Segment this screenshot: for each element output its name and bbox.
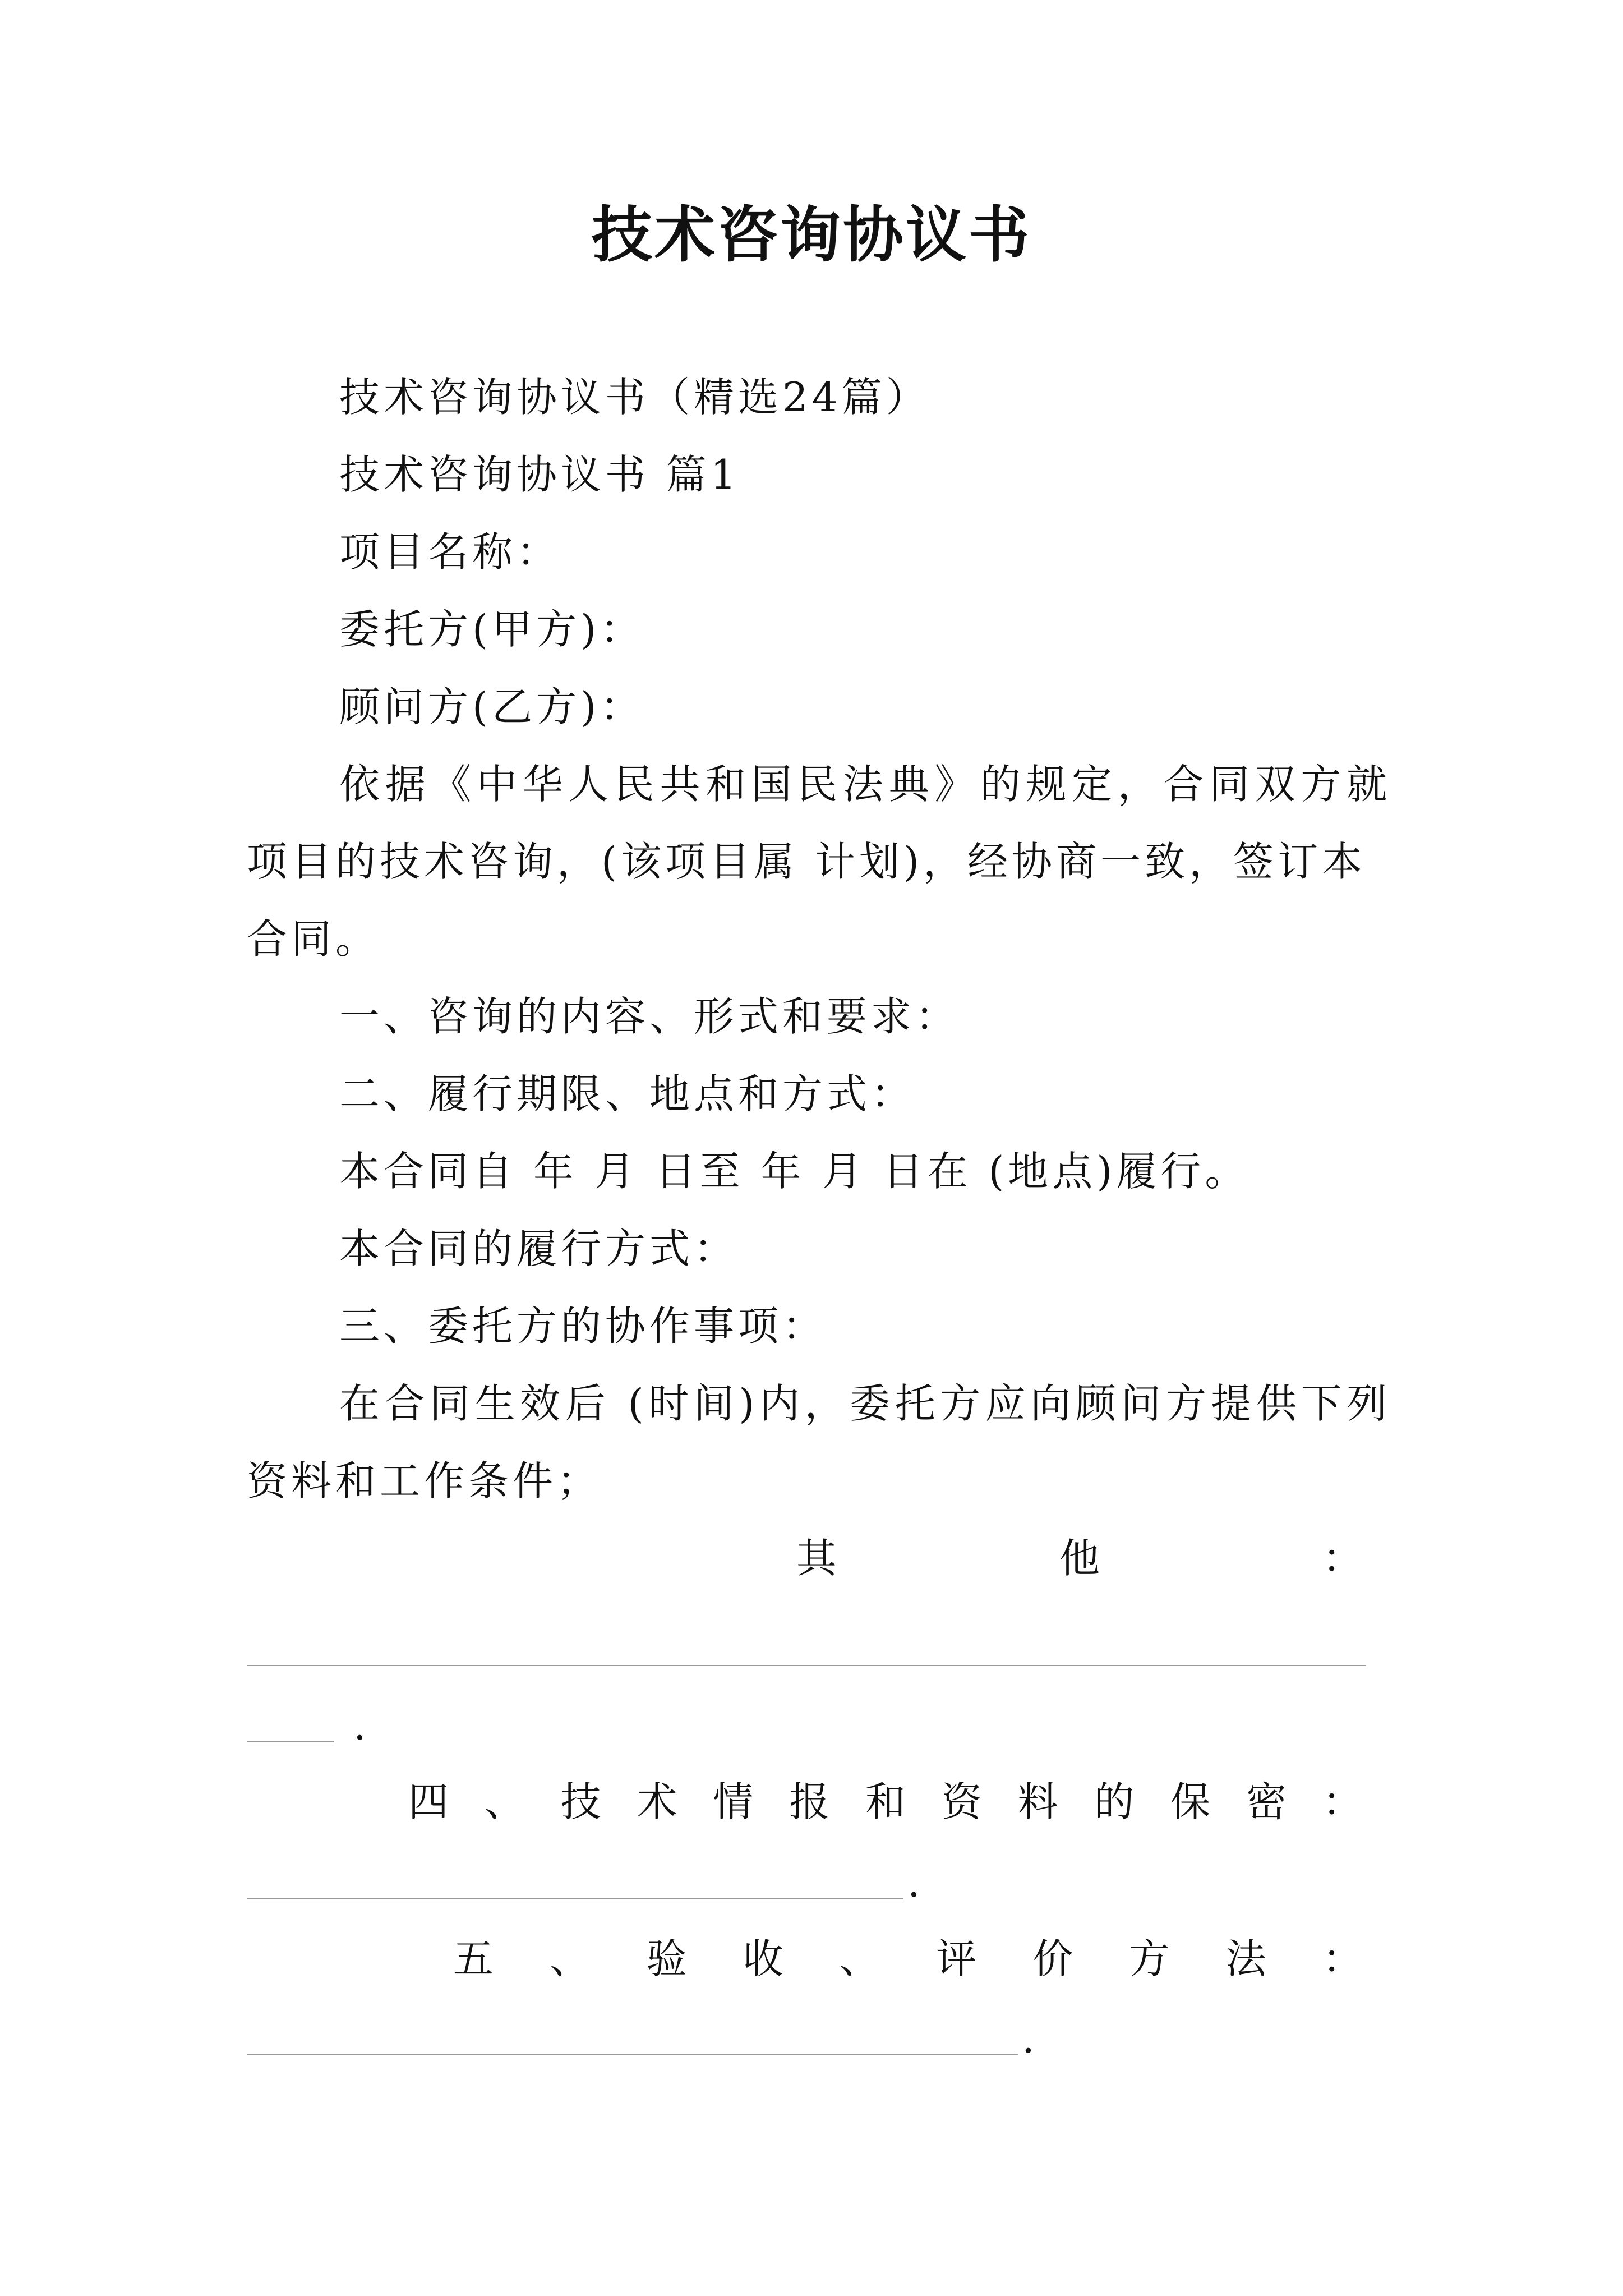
item-3-heading: 三、委托方的协作事项： bbox=[339, 1303, 827, 1350]
item-5-heading bbox=[453, 1935, 1363, 1982]
field-project-name: 项目名称： bbox=[339, 528, 561, 576]
item-5-char: 五 bbox=[453, 1935, 494, 1982]
item-5-char: 验 bbox=[646, 1935, 687, 1982]
end-mark: . bbox=[353, 1702, 366, 1749]
item-5-char: 法 bbox=[1225, 1935, 1266, 1982]
other-heading bbox=[796, 1535, 1363, 1582]
item-5-char: 方 bbox=[1129, 1935, 1170, 1982]
end-mark: . bbox=[907, 1859, 920, 1906]
fill-in-line bbox=[247, 1898, 903, 1899]
other-char: ： bbox=[1322, 1535, 1363, 1582]
field-client: 委托方(甲方)： bbox=[339, 606, 645, 653]
fill-in-line bbox=[247, 2054, 1018, 2055]
item-4-char: 、 bbox=[484, 1778, 525, 1825]
field-consultant: 顾问方(乙方)： bbox=[339, 683, 645, 730]
item-5-char: ： bbox=[1322, 1935, 1363, 1982]
item-4-char: ： bbox=[1322, 1778, 1363, 1825]
document-title: 技术咨询协议书 bbox=[591, 200, 1031, 270]
item-4-heading bbox=[408, 1778, 1363, 1825]
document-subtitle: 技术咨询协议书（精选24篇） bbox=[339, 374, 930, 421]
item-4-char: 术 bbox=[637, 1778, 677, 1825]
item-5-char: 收 bbox=[743, 1935, 783, 1982]
intro-line-1: 依据《中华人民共和国民法典》的规定，合同双方就 bbox=[339, 761, 1391, 808]
item-4-char: 资 bbox=[941, 1778, 982, 1825]
item-4-char: 和 bbox=[865, 1778, 906, 1825]
item-4-char: 技 bbox=[560, 1778, 601, 1825]
other-char: 他 bbox=[1059, 1535, 1100, 1582]
item-3-line-1: 在合同生效后 (时间)内，委托方应向顾问方提供下列 bbox=[339, 1380, 1391, 1427]
item-5-char: 、 bbox=[550, 1935, 591, 1982]
item-1-heading: 一、咨询的内容、形式和要求： bbox=[339, 993, 960, 1040]
item-4-char: 报 bbox=[789, 1778, 830, 1825]
item-5-char: 、 bbox=[839, 1935, 880, 1982]
item-2-period: 本合同自 年 月 日至 年 月 日在 (地点)履行。 bbox=[339, 1148, 1249, 1195]
item-5-char: 价 bbox=[1032, 1935, 1073, 1982]
item-4-char: 保 bbox=[1170, 1778, 1211, 1825]
item-4-char: 四 bbox=[408, 1778, 449, 1825]
item-2-heading: 二、履行期限、地点和方式： bbox=[339, 1070, 916, 1117]
section-heading: 技术咨询协议书 篇1 bbox=[339, 451, 740, 498]
item-4-char: 密 bbox=[1246, 1778, 1287, 1825]
other-char: 其 bbox=[796, 1535, 837, 1582]
intro-line-2: 项目的技术咨询，(该项目属 计划)，经协商一致，签订本 bbox=[247, 838, 1367, 885]
intro-line-3: 合同。 bbox=[247, 915, 380, 963]
item-5-char: 评 bbox=[936, 1935, 977, 1982]
item-4-char: 料 bbox=[1017, 1778, 1058, 1825]
item-4-char: 的 bbox=[1094, 1778, 1135, 1825]
item-4-char: 情 bbox=[713, 1778, 754, 1825]
fill-in-line bbox=[247, 1741, 334, 1742]
end-mark: . bbox=[1022, 2015, 1035, 2062]
item-3-line-2: 资料和工作条件； bbox=[247, 1457, 602, 1504]
item-2-method: 本合同的履行方式： bbox=[339, 1225, 739, 1272]
fill-in-line bbox=[247, 1665, 1366, 1666]
